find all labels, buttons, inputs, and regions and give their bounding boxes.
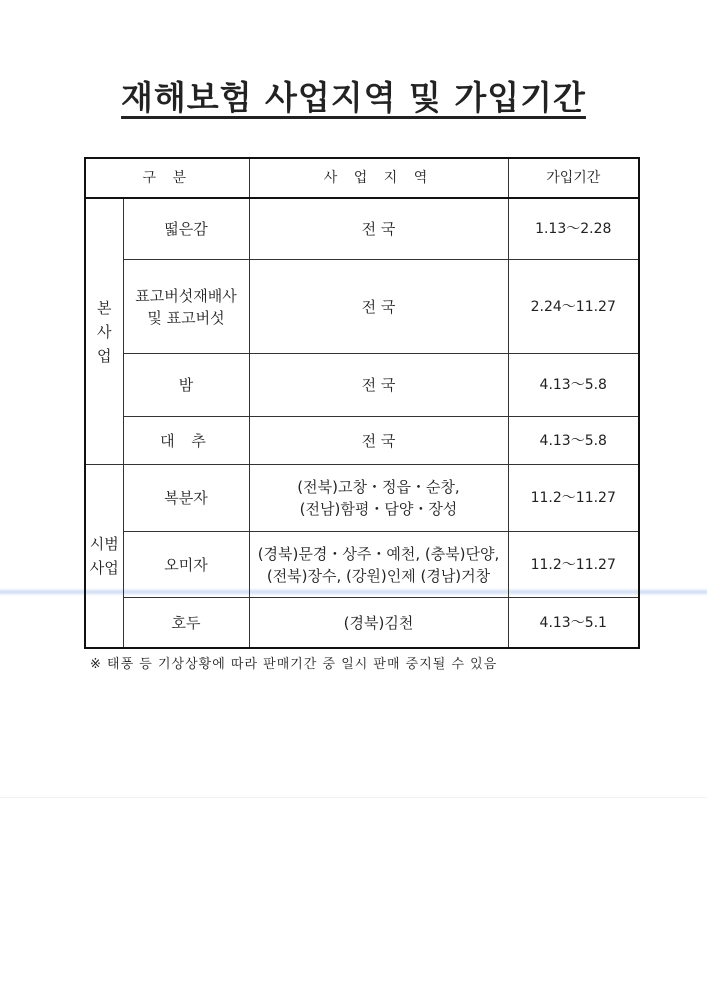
row-area: 전 국 — [249, 260, 508, 354]
row-area: 전 국 — [249, 354, 508, 417]
row-period: 4.13～5.1 — [508, 598, 639, 649]
table-row — [85, 354, 639, 417]
header-area: 사 업 지 역 — [249, 158, 508, 198]
row-area: (전북)고창・정읍・순창, (전남)함평・담양・장성 — [249, 465, 508, 532]
row-area: (경북)문경・상주・예천, (충북)단양, (전북)장수, (강원)인제 (경남)거창 — [249, 532, 508, 598]
header-period: 가입기간 — [508, 158, 639, 198]
row-area: 전 국 — [249, 417, 508, 465]
table-row — [85, 260, 639, 354]
group-main: 본 사 업 — [85, 198, 123, 465]
page-title: 재해보험 사업지역 및 가입기간 — [121, 78, 586, 117]
row-period: 4.13～5.8 — [508, 417, 639, 465]
scan-artifact-faint-line — [0, 797, 707, 798]
footnote: ※ 태풍 등 기상상황에 따라 판매기간 중 일시 판매 중지될 수 있음 — [90, 657, 498, 672]
row-period: 11.2～11.27 — [508, 532, 639, 598]
row-name: 오미자 — [123, 532, 249, 598]
group-pilot: 시범 사업 — [85, 465, 123, 649]
row-name: 대 추 — [123, 417, 249, 465]
row-name: 호두 — [123, 598, 249, 649]
table-row — [85, 417, 639, 465]
row-period: 2.24～11.27 — [508, 260, 639, 354]
table-header-row — [85, 158, 639, 198]
row-name: 밤 — [123, 354, 249, 417]
table-row — [85, 198, 639, 260]
insurance-table — [84, 157, 640, 649]
row-area: 전 국 — [249, 198, 508, 260]
row-area: (경북)김천 — [249, 598, 508, 649]
row-period: 11.2～11.27 — [508, 465, 639, 532]
row-name: 복분자 — [123, 465, 249, 532]
row-period: 1.13～2.28 — [508, 198, 639, 260]
table-row — [85, 465, 639, 532]
row-period: 4.13～5.8 — [508, 354, 639, 417]
table-row — [85, 532, 639, 598]
row-name: 표고버섯재배사 및 표고버섯 — [123, 260, 249, 354]
row-name: 떫은감 — [123, 198, 249, 260]
table-row — [85, 598, 639, 649]
header-category: 구 분 — [85, 158, 249, 198]
